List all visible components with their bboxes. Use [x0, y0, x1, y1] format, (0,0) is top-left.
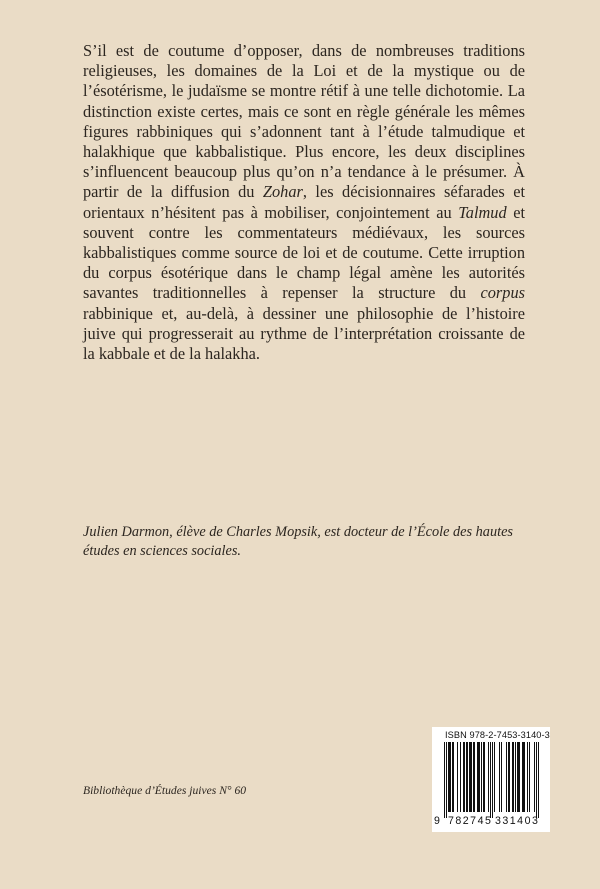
barcode-bar	[506, 742, 507, 812]
barcode-bar	[479, 742, 480, 812]
barcode-bar	[469, 742, 470, 812]
barcode-first-digit: 9	[434, 815, 440, 827]
barcode-bar	[499, 742, 500, 812]
barcode-bar	[515, 742, 516, 812]
barcode-bar	[477, 742, 478, 812]
barcode-bar	[527, 742, 528, 812]
barcode-bar	[522, 742, 523, 812]
barcode-bar	[473, 742, 474, 812]
barcode-bar	[536, 742, 537, 818]
barcode-bar	[452, 742, 453, 812]
blurb-talmud: Talmud	[458, 202, 507, 222]
barcode-bar	[517, 742, 518, 812]
barcode-bar	[450, 742, 451, 812]
blurb-corpus: corpus	[480, 283, 525, 303]
series-label: Bibliothèque d’Études juives N° 60	[83, 784, 247, 797]
barcode-bar	[467, 742, 468, 812]
barcode-bar	[444, 742, 445, 818]
barcode-bar	[523, 742, 524, 812]
barcode-bar	[492, 742, 493, 818]
barcode-bar	[501, 742, 502, 812]
barcode-bar	[483, 742, 484, 812]
blurb-text-2: , les décisionnaires séfarades et orientaux n’hésitent pas à mobiliser, conjointement au	[83, 182, 525, 222]
barcode-bar	[481, 742, 482, 812]
blurb-text-3: et souvent contre les commentateurs médiévaux, les sources kabbalistiques comme source de loi et de coutume. Cette irruption du corpus ésotérique dans le champ légal amène les autorités savantes traditionnelles à repenser la structure du	[83, 202, 525, 303]
barcode-left-group: 782745	[448, 815, 493, 827]
barcode-bar	[463, 742, 464, 812]
blurb-text-1: S’il est de coutume d’opposer, dans de nombreuses traditions religieuses, les domaines de la Loi et de la mystique ou de l’ésotérisme, le judaïsme se montre rétif à une telle dichotomie. La distinction existe certes, mais ce sont en règle générale les mêmes figures rabbiniques qui s’adonnent tant à l’étude talmudique et halakhique que kabbalistique. Plus encore, les deux disciplines s’influencent beaucoup plus qu’on n’a tendance à le présumer. À partir de la diffusion du	[83, 41, 525, 202]
author-bio: Julien Darmon, élève de Charles Mopsik, est docteur de l’École des hautes études en sciences sociales.	[83, 524, 513, 559]
barcode-bar	[453, 742, 454, 812]
barcode-bar	[534, 742, 535, 812]
barcode-bar	[509, 742, 510, 812]
barcode-bar	[524, 742, 525, 812]
blurb-text-4: rabbinique et, au-delà, à dessiner une philosophie de l’histoire juive qui progresserait au rythme de l’interprétation croissante de la kabbale et de la halakha.	[83, 303, 525, 364]
barcode-bar	[464, 742, 465, 812]
barcode-bar	[490, 742, 491, 818]
barcode-bar	[446, 742, 447, 818]
barcode-bar	[512, 742, 513, 812]
barcode-bar	[538, 742, 539, 818]
barcode-bar	[478, 742, 479, 812]
barcode-bar	[457, 742, 458, 812]
barcode-bar	[470, 742, 471, 812]
barcode-bar	[529, 742, 530, 812]
barcode-bar	[471, 742, 472, 812]
barcode-bar	[466, 742, 467, 812]
isbn-number: ISBN 978-2-7453-3140-3	[445, 730, 550, 740]
barcode-bar	[474, 742, 475, 812]
barcode-bar	[488, 742, 489, 812]
barcode-bar	[448, 742, 449, 812]
barcode-bar	[460, 742, 461, 812]
barcode-bar	[519, 742, 520, 812]
barcode-right-group: 331403	[495, 815, 540, 827]
barcode-bar	[484, 742, 485, 812]
barcode-bar	[494, 742, 495, 812]
back-cover-blurb	[83, 41, 525, 364]
barcode-bar	[518, 742, 519, 812]
barcode-bar	[449, 742, 450, 812]
isbn-barcode	[432, 727, 550, 832]
blurb-zohar: Zohar	[262, 182, 303, 202]
barcode-bar	[513, 742, 514, 812]
barcode-bar	[508, 742, 509, 812]
